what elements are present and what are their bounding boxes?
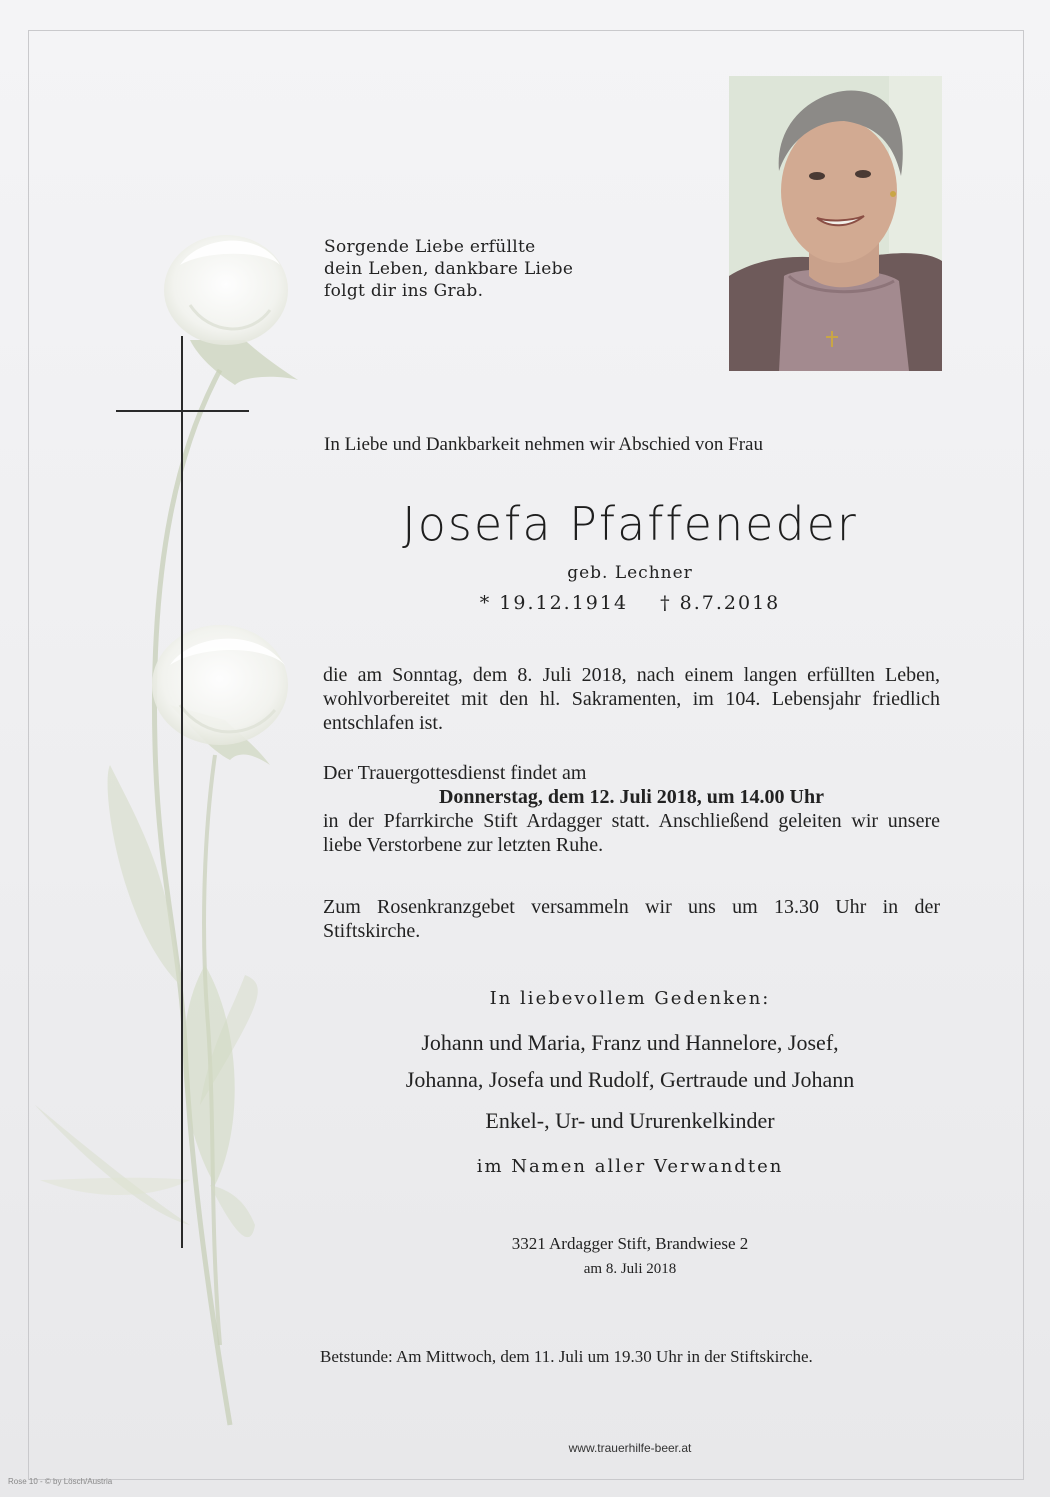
farewell-intro: In Liebe und Dankbarkeit nehmen wir Abschied von Frau	[324, 434, 763, 455]
cross-vertical-bar	[181, 336, 183, 1248]
prayer-hour-note: Betstunde: Am Mittwoch, dem 11. Juli um 19.30 Uhr in der Stiftskirche.	[320, 1347, 813, 1366]
motto-line: dein Leben, dankbare Liebe	[324, 259, 574, 279]
funeral-service	[323, 761, 940, 857]
mourners-line: Enkel-, Ur- und Ururenkelkinder	[485, 1108, 775, 1133]
place-date: am 8. Juli 2018	[583, 1261, 677, 1277]
birth-name: geb. Lechner	[567, 563, 693, 583]
mourners-closing: im Namen aller Verwandten	[476, 1156, 784, 1177]
cross-horizontal-bar	[116, 410, 249, 412]
service-details: in der Pfarrkirche Stift Ardagger statt. Anschließend geleiten wir unsere liebe Verstorbene zur letzten Ruhe.	[323, 810, 940, 856]
portrait-photo	[729, 76, 942, 371]
address: 3321 Ardagger Stift, Brandwiese 2	[511, 1234, 749, 1253]
motto-line: folgt dir ins Grab.	[324, 281, 484, 301]
image-credit: Rose 10 - © by Lösch/Austria	[8, 1477, 113, 1486]
service-datetime: Donnerstag, dem 12. Juli 2018, um 14.00 Uhr	[438, 786, 824, 808]
announcement-text: die am Sonntag, dem 8. Juli 2018, nach einem langen erfüllten Leben, wohlvorbereitet mit den hl. Sakramenten, im 104. Lebensjahr friedlich entschlafen ist.	[323, 664, 940, 734]
motto-line: Sorgende Liebe erfüllte	[324, 237, 536, 257]
life-dates	[300, 592, 960, 614]
birth-date: * 19.12.1914	[479, 592, 629, 614]
service-intro: Der Trauergottesdienst findet am	[323, 762, 587, 784]
mourners-line: Johann und Maria, Franz und Hannelore, Josef,	[421, 1030, 839, 1055]
website-link[interactable]: www.trauerhilfe-beer.at	[568, 1441, 692, 1455]
mourners-line: Johanna, Josefa und Rudolf, Gertraude und Johann	[405, 1067, 855, 1092]
rosary-text: Zum Rosenkranzgebet versammeln wir uns um 13.30 Uhr in der Stiftskirche.	[323, 896, 940, 942]
mourners-heading: In liebevollem Gedenken:	[489, 988, 771, 1009]
death-date: † 8.7.2018	[660, 592, 781, 614]
motto-verse	[324, 236, 573, 302]
deceased-name: Josefa Pfaffeneder	[402, 497, 858, 551]
